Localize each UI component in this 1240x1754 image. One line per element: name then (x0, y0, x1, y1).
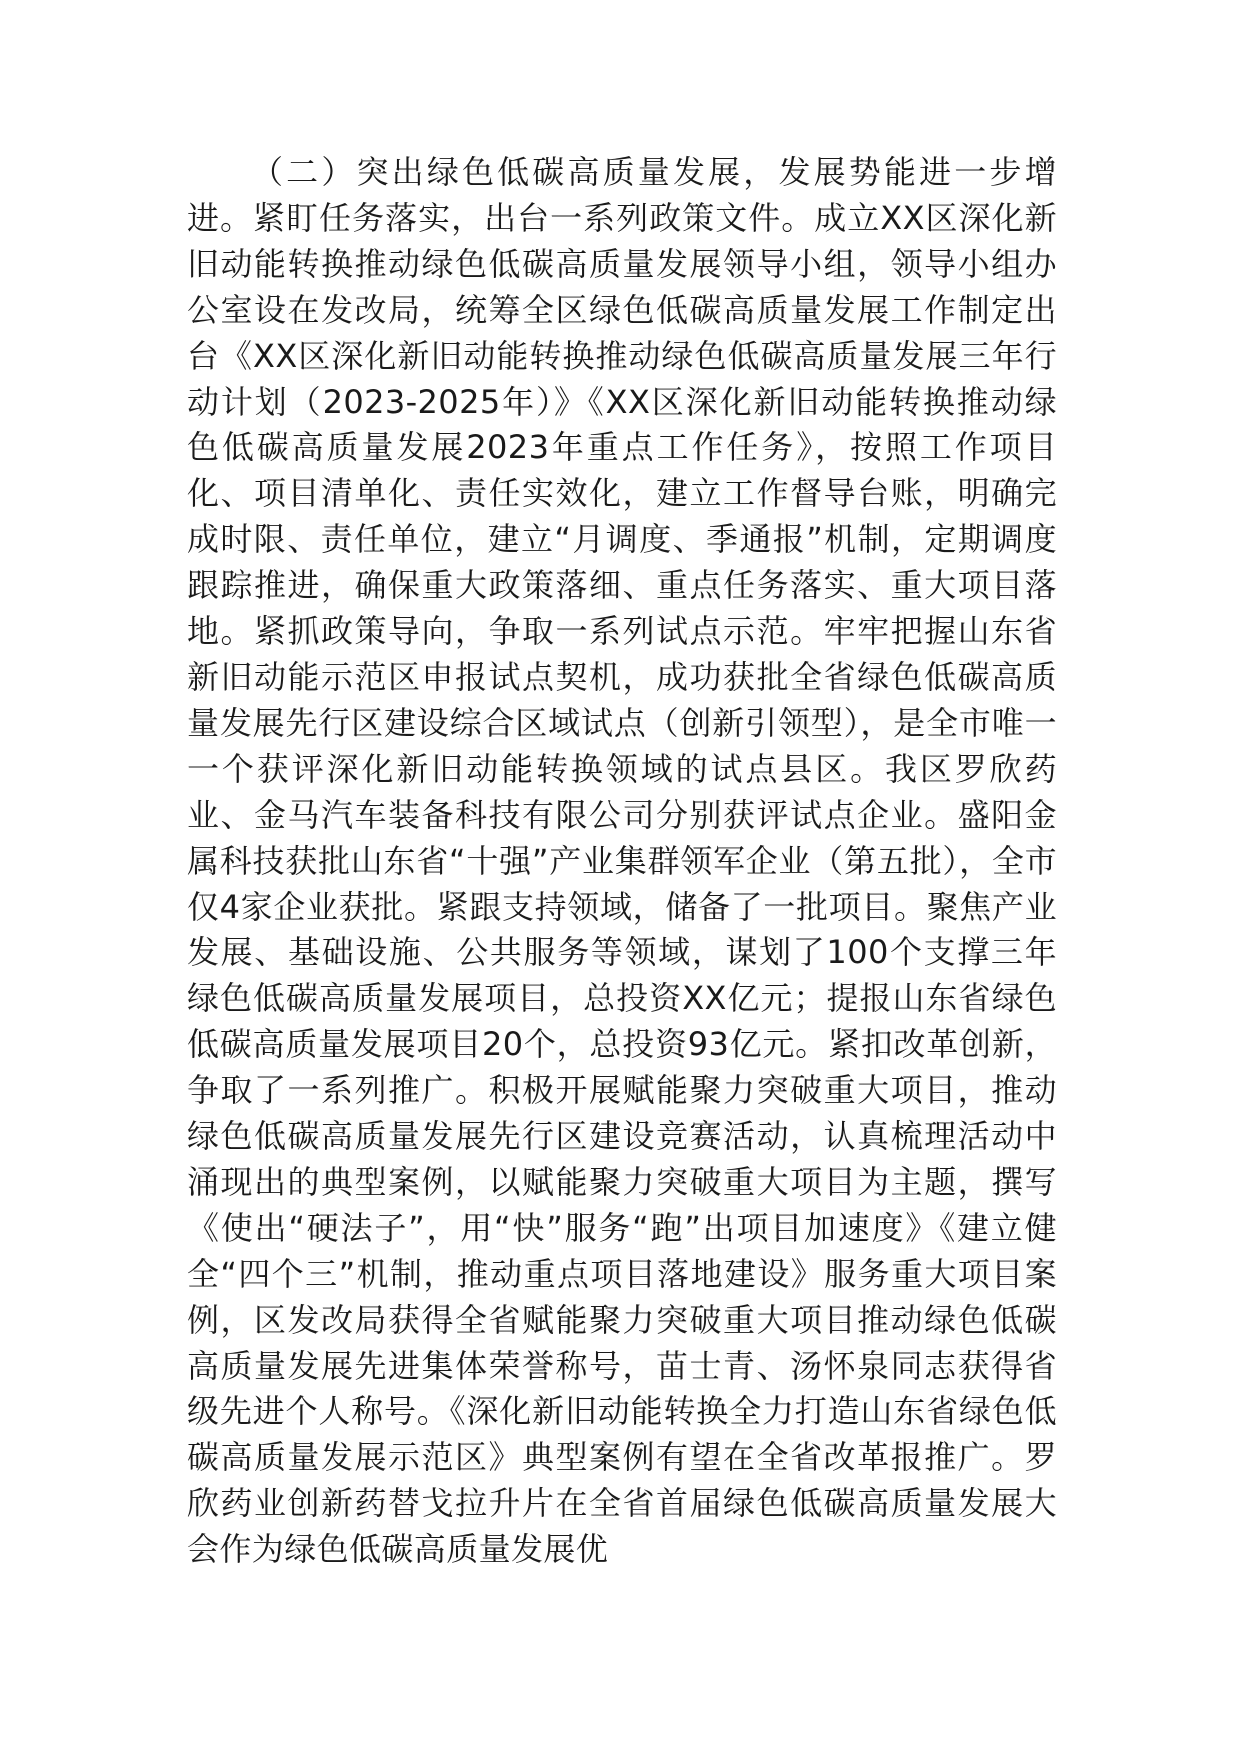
body-paragraph: （二）突出绿色低碳高质量发展，发展势能进一步增进。紧盯任务落实，出台一系列政策文件。成立XX区深化新旧动能转换推动绿色低碳高质量发展领导小组，领导小组办公室设在发改局，统筹全区绿色低碳高质量发展工作制定出台《XX区深化新旧动能转换推动绿色低碳高质量发展三年行动计划（2023-2025年）》《XX区深化新旧动能转换推动绿色低碳高质量发展2023年重点工作任务》，按照工作项目化、项目清单化、责任实效化，建立工作督导台账，明确完成时限、责任单位，建立“月调度、季通报”机制，定期调度跟踪推进，确保重大政策落细、重点任务落实、重大项目落地。紧抓政策导向，争取一系列试点示范。牢牢把握山东省新旧动能示范区申报试点契机，成功获批全省绿色低碳高质量发展先行区建设综合区域试点（创新引领型），是全市唯一一个获评深化新旧动能转换领域的试点县区。我区罗欣药业、金马汽车装备科技有限公司分别获评试点企业。盛阳金属科技获批山东省“十强”产业集群领军企业（第五批），全市仅4家企业获批。紧跟支持领域，储备了一批项目。聚焦产业发展、基础设施、公共服务等领域，谋划了100个支撑三年绿色低碳高质量发展项目，总投资XX亿元；提报山东省绿色低碳高质量发展项目20个，总投资93亿元。紧扣改革创新，争取了一系列推广。积极开展赋能聚力突破重大项目，推动绿色低碳高质量发展先行区建设竞赛活动，认真梳理活动中涌现出的典型案例，以赋能聚力突破重大项目为主题，撰写《使出“硬法子”，用“快”服务“跑”出项目加速度》《建立健全“四个三”机制，推动重点项目落地建设》服务重大项目案例，区发改局获得全省赋能聚力突破重大项目推动绿色低碳高质量发展先进集体荣誉称号，苗士青、汤怀泉同志获得省级先进个人称号。《深化新旧动能转换全力打造山东省绿色低碳高质量发展示范区》典型案例有望在全省改革报推广。罗欣药业创新药替戈拉升片在全省首届绿色低碳高质量发展大会作为绿色低碳高质量发展优 (187, 153, 1057, 1569)
